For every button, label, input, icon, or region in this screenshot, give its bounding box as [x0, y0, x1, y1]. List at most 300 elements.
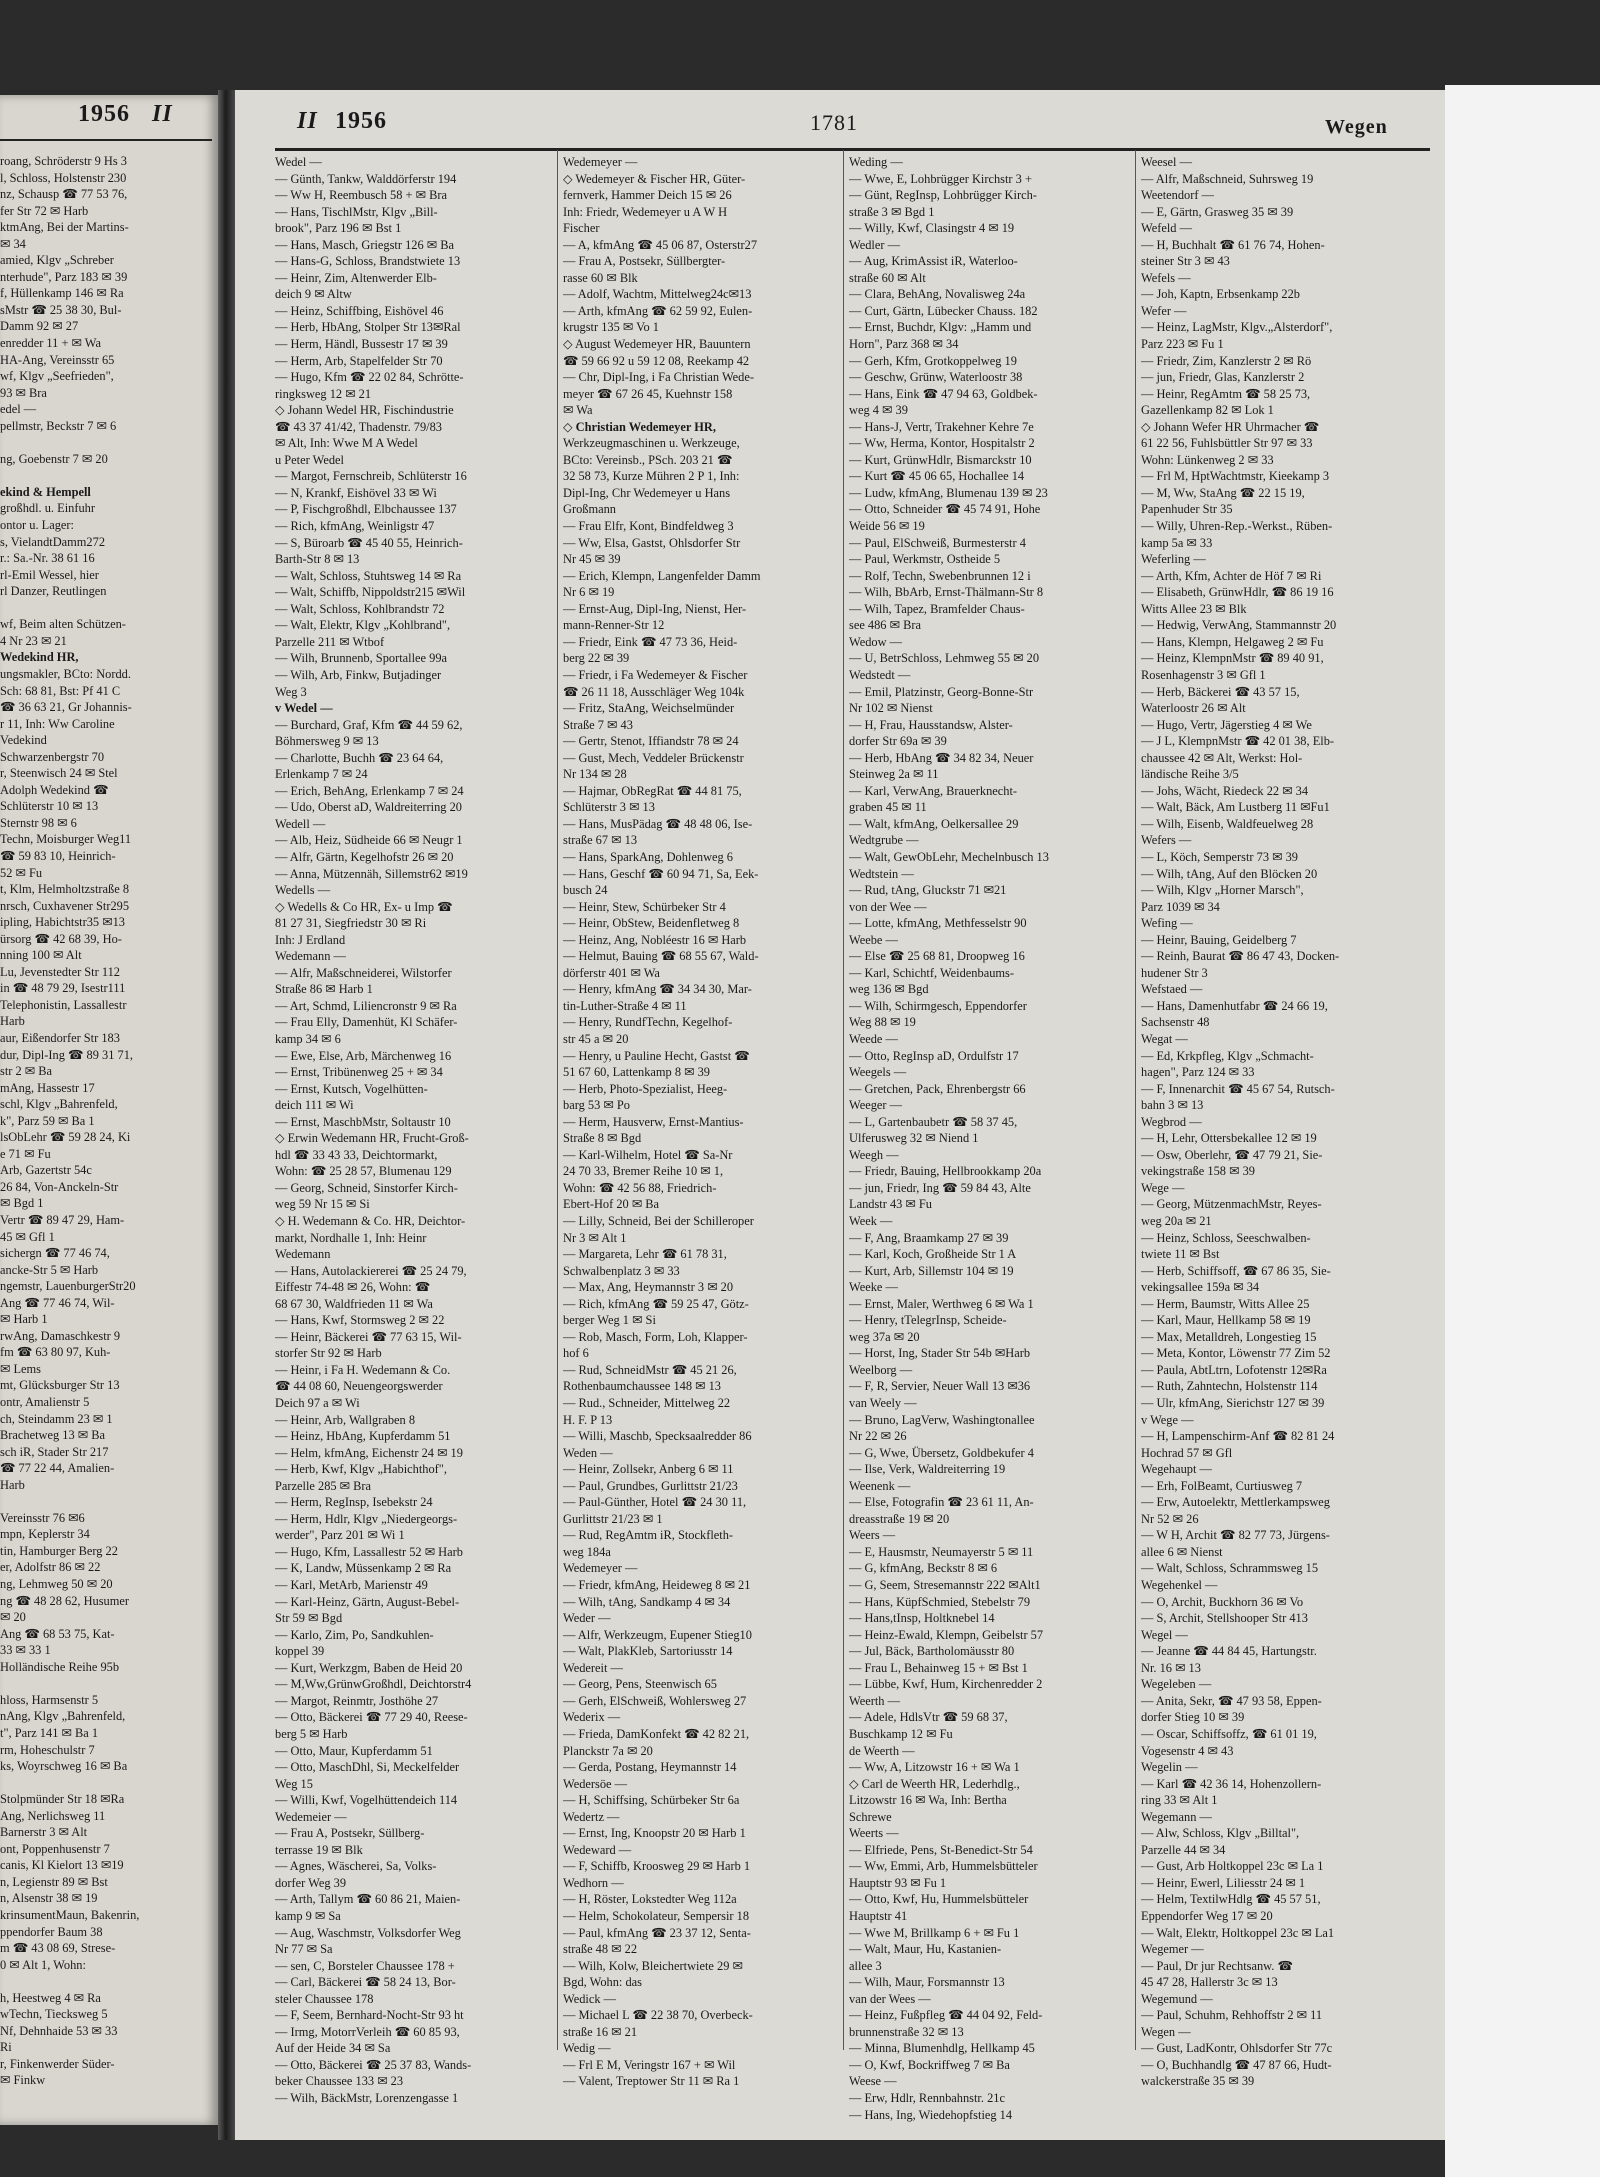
directory-entry-line: 68 67 30, Waldfrieden 11 ✉ Wa: [275, 1296, 433, 1311]
directory-entry-line: — Ilse, Verk, Waldreiterring 19: [849, 1462, 1006, 1477]
directory-entry-line: — jun, Friedr, Glas, Kanzlerstr 2: [1141, 370, 1305, 385]
directory-entry-line: — Wilh, BbArb, Ernst-Thälmann-Str 8: [849, 585, 1044, 600]
directory-entry-line: Brachetweg 13 ✉ Ba: [0, 1428, 105, 1443]
directory-entry-line: vekingstraße 158 ✉ 39: [1141, 1164, 1255, 1179]
directory-entry-line: — Ernst-Aug, Dipl-Ing, Nienst, Her-: [563, 601, 747, 616]
column-divider-3: [1135, 150, 1136, 2050]
directory-entry-line: — Paul, kfmAng ☎ 23 37 12, Senta-: [563, 1925, 751, 1940]
directory-entry-line: kamp 34 ✉ 6: [275, 1031, 341, 1046]
directory-entry-line: — H, Frau, Hausstandsw, Alster-: [849, 717, 1013, 732]
directory-entry-line: — Walt, Schloss, Kohlbrandstr 72: [275, 601, 445, 616]
directory-entry-line: Weeger —: [849, 1098, 903, 1113]
directory-entry-line: meyer ☎ 67 26 45, Kuehnstr 158: [563, 386, 733, 401]
directory-entry-line: hudener Str 3: [1141, 965, 1208, 980]
directory-entry-line: — Burchard, Graf, Kfm ☎ 44 59 62,: [275, 717, 463, 732]
directory-entry-line: ngemstr, LauenburgerStr20: [0, 1279, 136, 1294]
directory-entry-line: Nr 6 ✉ 19: [563, 585, 615, 600]
directory-entry-line: — Hugo, Kfm, Lassallestr 52 ✉ Harb: [275, 1544, 463, 1559]
directory-entry-line: ☎ 26 11 18, Ausschläger Weg 104k: [563, 684, 745, 699]
directory-entry-line: Wefers —: [1141, 833, 1192, 848]
directory-entry-line: Harb: [0, 1014, 25, 1029]
directory-entry-line: — Oscar, Schiffsoffz, ☎ 61 01 19,: [1141, 1726, 1317, 1741]
directory-entry-line: — Reinh, Baurat ☎ 86 47 43, Docken-: [1141, 949, 1340, 964]
directory-entry-line: Dipl-Ing, Chr Wedemeyer u Hans: [563, 485, 731, 500]
directory-entry-line: — Erich, Klempn, Langenfelder Damm: [563, 568, 761, 583]
directory-entry-line: — Wilh, Tapez, Bramfelder Chaus-: [849, 601, 1025, 616]
directory-entry-line: — Karlo, Zim, Po, Sandkuhlen-: [275, 1627, 434, 1642]
directory-entry-line: — Paul, Werkmstr, Ostheide 5: [849, 552, 1001, 567]
directory-entry-line: — Gerh, ElSchweiß, Wohlersweg 27: [563, 1693, 747, 1708]
directory-entry-line: — Henry, kfmAng ☎ 34 34 30, Mar-: [563, 982, 752, 997]
directory-entry-line: — Paul, ElSchweiß, Burmesterstr 4: [849, 535, 1026, 550]
directory-entry-line: — Friedr, kfmAng, Heideweg 8 ✉ 21: [563, 1578, 751, 1593]
directory-entry-line: e 71 ✉ Fu: [0, 1146, 51, 1161]
directory-entry-line: — Hedwig, VerwAng, Stammannstr 20: [1141, 618, 1337, 633]
directory-entry-line: Deich 97 a ✉ Wi: [275, 1396, 360, 1411]
scan-margin: [1445, 85, 1600, 2177]
directory-entry-line: ch, Steindamm 23 ✉ 1: [0, 1411, 113, 1426]
directory-entry-line: — jun, Friedr, Ing ☎ 59 84 43, Alte: [849, 1180, 1031, 1195]
column-divider-2: [843, 150, 844, 2050]
directory-entry-line: weg 184a: [563, 1544, 611, 1559]
directory-entry-line: ✉ Finkw: [0, 2073, 46, 2088]
directory-entry-line: 93 ✉ Bra: [0, 385, 47, 400]
directory-column-3: [849, 154, 1131, 2123]
directory-entry-line: Wedick —: [563, 1991, 617, 2006]
directory-entry-line: nterhude", Parz 183 ✉ 39: [0, 269, 128, 284]
directory-entry-line: — Ernst, Maler, Werthweg 6 ✉ Wa 1: [849, 1296, 1034, 1311]
directory-entry-line: — Chr, Dipl-Ing, i Fa Christian Wede-: [563, 370, 754, 385]
directory-entry-line: ◇ Wedells & Co HR, Ex- u Imp ☎: [275, 899, 453, 914]
directory-entry-line: Ri: [0, 2040, 12, 2055]
directory-entry-line: Wedhorn —: [563, 1875, 624, 1890]
directory-entry-line: — Herm, Baumstr, Witts Allee 25: [1141, 1296, 1310, 1311]
directory-entry-line: Lu, Jevenstedter Str 112: [0, 964, 120, 979]
directory-entry-line: — Heinz-Ewald, Klempn, Geibelstr 57: [849, 1627, 1044, 1642]
directory-entry-line: — Wilh, tAng, Auf den Blöcken 20: [1141, 866, 1318, 881]
directory-entry-line: Weden —: [563, 1445, 613, 1460]
directory-entry-line: HA-Ang, Vereinsstr 65: [0, 352, 115, 367]
directory-entry-line: Inh: Friedr, Wedemeyer u A W H: [563, 204, 728, 219]
directory-entry-line: — Karl, MetArb, Marienstr 49: [275, 1578, 428, 1593]
directory-entry-line: fm ☎ 63 80 97, Kuh-: [0, 1345, 111, 1360]
directory-entry-line: Wedereit —: [563, 1660, 623, 1675]
directory-entry-line: H. F. P 13: [563, 1412, 613, 1427]
directory-entry-line: — Alfr, Gärtn, Kegelhofstr 26 ✉ 20: [275, 849, 454, 864]
directory-entry-line: — Willy, Kwf, Clasingstr 4 ✉ 19: [849, 221, 1015, 236]
directory-entry-line: weg 37a ✉ 20: [849, 1329, 920, 1344]
directory-entry-line: — Anna, Mützennäh, Sillemstr62 ✉19: [275, 866, 468, 881]
directory-entry-line: — Erich, BehAng, Erlenkamp 7 ✉ 24: [275, 783, 464, 798]
directory-entry-line: — Gust, Arb Holtkoppel 23c ✉ La 1: [1141, 1859, 1324, 1874]
directory-entry-line: — J L, KlempnMstr ☎ 42 01 38, Elb-: [1141, 734, 1335, 749]
directory-entry-line: — U, BetrSchloss, Lehmweg 55 ✉ 20: [849, 651, 1040, 666]
directory-entry-line: Barnerstr 3 ✉ Alt: [0, 1825, 88, 1840]
directory-entry-line: — Bruno, LagVerw, Washingtonallee: [849, 1412, 1035, 1427]
directory-entry-line: [0, 467, 214, 484]
directory-entry-line: Vereinsstr 76 ✉6: [0, 1510, 85, 1525]
directory-entry-line: — Hans, Geschf ☎ 60 94 71, Sa, Eek-: [563, 866, 759, 881]
directory-entry-line: Großmann: [563, 502, 616, 517]
directory-entry-line: — Heinr, Zollsekr, Anberg 6 ✉ 11: [563, 1462, 734, 1477]
directory-entry-line: — Herm, Arb, Stapelfelder Str 70: [275, 353, 443, 368]
directory-entry-line: 61 22 56, Fuhlsbüttler Str 97 ✉ 33: [1141, 436, 1313, 451]
directory-entry-line: — Wilh, Arb, Finkw, Butjadinger: [275, 667, 442, 682]
directory-entry-line: l, Schloss, Holstenstr 230: [0, 170, 127, 185]
directory-entry-line: — Heinz, KlempnMstr ☎ 89 40 91,: [1141, 651, 1324, 666]
directory-entry-line: — Ed, Krkpfleg, Klgv „Schmacht-: [1141, 1048, 1314, 1063]
directory-entry-line: ◇ Johann Wefer HR Uhrmacher ☎: [1141, 419, 1320, 434]
directory-entry-line: r, Steenwisch 24 ✉ Stel: [0, 766, 118, 781]
book-gutter: [218, 90, 235, 2140]
directory-entry-line: — A, kfmAng ☎ 45 06 87, Osterstr27: [563, 237, 758, 252]
directory-entry-line: Wegen —: [1141, 2024, 1191, 2039]
directory-entry-line: — Georg, Schneid, Sinstorfer Kirch-: [275, 1180, 458, 1195]
directory-entry-line: — Hans, TischlMstr, Klgv „Bill-: [275, 204, 438, 219]
directory-entry-line: — Rud, RegAmtm iR, Stockfleth-: [563, 1528, 734, 1543]
directory-entry-line: — Max, Ang, Heymannstr 3 ✉ 20: [563, 1280, 734, 1295]
directory-entry-line: straße 60 ✉ Alt: [849, 270, 926, 285]
directory-entry-line: Str 59 ✉ Bgd: [275, 1611, 343, 1626]
directory-entry-line: — H, Lehr, Ottersbekallee 12 ✉ 19: [1141, 1131, 1317, 1146]
directory-entry-line: ring 33 ✉ Alt 1: [1141, 1793, 1218, 1808]
directory-entry-line: — Heinz, Fußpfleg ☎ 44 04 92, Feld-: [849, 2008, 1043, 2023]
directory-entry-line: — Paul, Dr jur Rechtsanw. ☎: [1141, 1958, 1293, 1973]
directory-entry-line: rwAng, Damaschkestr 9: [0, 1328, 121, 1343]
directory-entry-line: ◇ Carl de Weerth HR, Lederhdlg.,: [849, 1776, 1020, 1791]
directory-column-2: [563, 154, 839, 2090]
directory-entry-line: — Herb, Schiffsoff, ☎ 67 86 35, Sie-: [1141, 1263, 1331, 1278]
directory-entry-line: Hochrad 57 ✉ Gfl: [1141, 1445, 1233, 1460]
directory-entry-line: — Gust, Mech, Veddeler Brückenstr: [563, 750, 744, 765]
directory-entry-line: Sch: 68 81, Bst: Pf 41 C: [0, 683, 121, 698]
directory-entry-line: mAng, Hassestr 17: [0, 1080, 95, 1095]
directory-entry-line: — Kurt, GrünwHdlr, Bismarckstr 10: [849, 452, 1032, 467]
directory-entry-line: — Ww, A, Litzowstr 16 + ✉ Wa 1: [849, 1760, 1020, 1775]
directory-entry-line: fer Str 72 ✉ Harb: [0, 203, 89, 218]
directory-entry-line: Schwalbenplatz 3 ✉ 33: [563, 1263, 680, 1278]
directory-entry-line: ◇ August Wedemeyer HR, Bauuntern: [563, 337, 751, 352]
directory-entry-line: — Walt, Maur, Hu, Kastanien-: [849, 1942, 1002, 1957]
directory-entry-line: berger Weg 1 ✉ Si: [563, 1313, 656, 1328]
directory-entry-line: — Heinr, RegAmtm ☎ 58 25 73,: [1141, 386, 1311, 401]
directory-entry-line: brook", Parz 196 ✉ Bst 1: [275, 221, 402, 236]
directory-entry-line: Steinweg 2a ✉ 11: [849, 767, 939, 782]
directory-entry-line: weg 4 ✉ 39: [849, 403, 908, 418]
directory-entry-line: — Erw, Hdlr, Rennbahnstr. 21c: [849, 2090, 1005, 2105]
directory-entry-line: — Hans, SparkAng, Dohlenweg 6: [563, 849, 734, 864]
directory-entry-line: — Helm, TextilwHdlg ☎ 45 57 51,: [1141, 1892, 1321, 1907]
directory-entry-line: straße 48 ✉ 22: [563, 1942, 638, 1957]
directory-entry-line: roang, Schröderstr 9 Hs 3: [0, 154, 127, 168]
directory-entry-line: straße 3 ✉ Bgd 1: [849, 204, 935, 219]
directory-entry-line: — Lotte, kfmAng, Methfesselstr 90: [849, 916, 1027, 931]
directory-entry-line: Ang ☎ 68 53 75, Kat-: [0, 1626, 115, 1641]
directory-entry-line: 51 67 60, Lattenkamp 8 ✉ 39: [563, 1065, 710, 1080]
directory-entry-line: — Irmg, MotorrVerleih ☎ 60 85 93,: [275, 2024, 460, 2039]
directory-entry-line: [0, 1675, 214, 1692]
directory-entry-line: kamp 9 ✉ Sa: [275, 1908, 341, 1923]
directory-entry-line: aur, Eißendorfer Str 183: [0, 1030, 120, 1045]
directory-entry-line: — Ernst, Kutsch, Vogelhütten-: [275, 1081, 428, 1096]
directory-entry-line: ✉ Bgd 1: [0, 1196, 44, 1211]
directory-entry-line: ng ☎ 48 28 62, Husumer: [0, 1593, 130, 1608]
directory-entry-line: Böhmersweg 9 ✉ 13: [275, 734, 379, 749]
directory-entry-line: — Elfriede, Pens, St-Benedict-Str 54: [849, 1842, 1033, 1857]
directory-entry-line: rl Danzer, Reutlingen: [0, 584, 107, 599]
directory-entry-line: r.: Sa.-Nr. 38 61 16: [0, 551, 95, 566]
directory-entry-line: — Paul, Grundbes, Gurlittstr 21/23: [563, 1478, 738, 1493]
directory-entry-line: Harb: [0, 1477, 25, 1492]
directory-entry-line: — H, Röster, Lokstedter Weg 112a: [563, 1892, 737, 1907]
directory-entry-line: hdl ☎ 33 43 33, Deichtormarkt,: [275, 1147, 438, 1162]
directory-entry-line: — Karl, Koch, Großheide Str 1 A: [849, 1247, 1017, 1262]
directory-entry-line: — Friedr, i Fa Wedemeyer & Fischer: [563, 667, 748, 682]
directory-entry-line: Parzelle 285 ✉ Bra: [275, 1478, 372, 1493]
directory-entry-line: dörferstr 401 ✉ Wa: [563, 965, 660, 980]
directory-entry-line: — Rud, tAng, Gluckstr 71 ✉21: [849, 883, 1007, 898]
directory-entry-line: u Peter Wedel: [275, 452, 344, 467]
directory-entry-line: — Kurt, Arb, Sillemstr 104 ✉ 19: [849, 1263, 1014, 1278]
directory-entry-line: — Minna, Blumenhdlg, Hellkamp 45: [849, 2041, 1035, 2056]
directory-entry-line: markt, Nordhalle 1, Inh: Heinr: [275, 1230, 427, 1245]
directory-entry-line: Weder —: [563, 1611, 611, 1626]
directory-entry-line: Wohn: ☎ 25 28 57, Blumenau 129: [275, 1164, 452, 1179]
directory-entry-line: — Helm, kfmAng, Eichenstr 24 ✉ 19: [275, 1445, 463, 1460]
directory-entry-line: — F, Ang, Braamkamp 27 ✉ 39: [849, 1230, 1009, 1245]
directory-entry-line: — Wilh, tAng, Sandkamp 4 ✉ 34: [563, 1594, 731, 1609]
directory-entry-line: Telephonistin, Lassallestr: [0, 997, 127, 1012]
directory-entry-line: van Weely —: [849, 1396, 917, 1411]
directory-entry-line: — Heinz, Schiffbing, Eishövel 46: [275, 303, 444, 318]
directory-entry-line: — Ww, Emmi, Arb, Hummelsbütteler: [849, 1859, 1038, 1874]
directory-entry-line: ringksweg 12 ✉ 21: [275, 386, 372, 401]
directory-entry-line: sichergn ☎ 77 46 74,: [0, 1246, 110, 1261]
directory-entry-line: — Wilh, Schirmgesch, Eppendorfer: [849, 998, 1027, 1013]
directory-entry-line: t, Klm, Helmholtzstraße 8: [0, 882, 130, 897]
directory-entry-line: Damm 92 ✉ 27: [0, 319, 79, 334]
directory-entry-line: r, Finkenwerder Süder-: [0, 2056, 115, 2071]
column-divider-1: [557, 150, 558, 2050]
directory-entry-line: Wegelin —: [1141, 1760, 1198, 1775]
directory-entry-line: ☎ 59 66 92 u 59 12 08, Reekamp 42: [563, 353, 750, 368]
directory-entry-line: deich 9 ✉ Altw: [275, 287, 352, 302]
directory-entry-line: deich 111 ✉ Wi: [275, 1098, 354, 1113]
directory-entry-line: — sen, C, Borsteler Chaussee 178 +: [275, 1958, 455, 1973]
directory-entry-line: ✉ Lems: [0, 1361, 42, 1376]
directory-entry-line: — L, Gartenbaubetr ☎ 58 37 45,: [849, 1114, 1018, 1129]
directory-entry-line: — Meta, Kontor, Löwenstr 77 Zim 52: [1141, 1346, 1331, 1361]
directory-entry-line: nrsch, Cuxhavener Str295: [0, 898, 130, 913]
directory-entry-line: ländische Reihe 3/5: [1141, 767, 1239, 782]
directory-entry-line: — Hans, Kwf, Stormsweg 2 ✉ 22: [275, 1313, 445, 1328]
directory-entry-line: — S, Archit, Stellshooper Str 413: [1141, 1611, 1308, 1626]
directory-entry-line: weg 59 Nr 15 ✉ Si: [275, 1197, 370, 1212]
directory-entry-line: — Heinz, Ang, Nobléestr 16 ✉ Harb: [563, 932, 747, 947]
directory-entry-line: graben 45 ✉ 11: [849, 800, 927, 815]
directory-entry-line: Wegemann —: [1141, 1809, 1212, 1824]
directory-entry-line: — Frau Elfr, Kont, Bindfeldweg 3: [563, 519, 734, 534]
directory-entry-line: — Herb, Bäckerei ☎ 43 57 15,: [1141, 684, 1300, 699]
directory-entry-line: 81 27 31, Siegfriedstr 30 ✉ Ri: [275, 916, 427, 931]
directory-entry-line: — Heinr, Ewerl, Liliesstr 24 ✉ 1: [1141, 1875, 1306, 1890]
directory-entry-line: — Karl-Wilhelm, Hotel ☎ Sa-Nr: [563, 1147, 733, 1162]
directory-entry-line: twiete 11 ✉ Bst: [1141, 1247, 1220, 1262]
directory-entry-line: Wederix —: [563, 1710, 621, 1725]
directory-entry-line: Wefstaed —: [1141, 982, 1203, 997]
directory-entry-line: Witts Allee 23 ✉ Blk: [1141, 601, 1247, 616]
directory-entry-line: — Ww H, Reembusch 58 + ✉ Bra: [275, 188, 447, 203]
directory-entry-line: dreasstraße 19 ✉ 20: [849, 1511, 950, 1526]
directory-entry-line: — Alfr, Maßschneid, Suhrsweg 19: [1141, 171, 1314, 186]
directory-entry-line: ontor u. Lager:: [0, 518, 74, 533]
directory-entry-line: Schwarzenbergstr 70: [0, 749, 105, 764]
directory-entry-line: — Willi, Kwf, Vogelhüttendeich 114: [275, 1793, 458, 1808]
directory-entry-line: — Otto, Maur, Kupferdamm 51: [275, 1743, 433, 1758]
directory-entry-line: krinsumentMaun, Bakenrin,: [0, 1907, 140, 1922]
directory-entry-line: Wedersöe —: [563, 1776, 628, 1791]
directory-entry-line: Wegehaupt —: [1141, 1462, 1212, 1477]
directory-entry-line: — Hugo, Kfm ☎ 22 02 84, Schrötte-: [275, 370, 464, 385]
directory-entry-line: — Heinr, Bäckerei ☎ 77 63 15, Wil-: [275, 1329, 462, 1344]
directory-entry-line: ng, Goebenstr 7 ✉ 20: [0, 451, 108, 466]
directory-entry-line: Wohn: Lünkenweg 2 ✉ 33: [1141, 452, 1274, 467]
directory-entry-line: Nr 102 ✉ Nienst: [849, 701, 933, 716]
directory-entry-line: ◇ H. Wedemann & Co. HR, Deichtor-: [275, 1214, 466, 1228]
directory-entry-line: ◇ Christian Wedemeyer HR,: [563, 419, 716, 434]
directory-entry-line: — Hugo, Vertr, Jägerstieg 4 ✉ We: [1141, 717, 1312, 732]
directory-entry-line: — Rich, kfmAng ☎ 59 25 47, Götz-: [563, 1296, 749, 1311]
directory-entry-line: Wegehenkel —: [1141, 1578, 1218, 1593]
directory-entry-line: Nr. 16 ✉ 13: [1141, 1660, 1201, 1675]
directory-entry-line: Wedstedt —: [849, 667, 911, 682]
directory-entry-line: — Ludw, kfmAng, Blumenau 139 ✉ 23: [849, 485, 1048, 500]
directory-entry-line: mt, Glücksburger Str 13: [0, 1378, 120, 1393]
directory-entry-line: rasse 60 ✉ Blk: [563, 270, 638, 285]
directory-entry-line: Wedells —: [275, 883, 331, 898]
directory-entry-line: hloss, Harmsenstr 5: [0, 1692, 99, 1707]
directory-entry-line: — N, Krankf, Eishövel 33 ✉ Wi: [275, 485, 437, 500]
directory-entry-line: — Wilh, Brunnenb, Sportallee 99a: [275, 651, 448, 666]
directory-entry-line: — Heinz, HbAng, Kupferdamm 51: [275, 1429, 451, 1444]
directory-entry-line: Wegemund —: [1141, 1991, 1213, 2006]
directory-entry-line: — Heinr, Stew, Schürbeker Str 4: [563, 899, 726, 914]
directory-entry-line: enredder 11 + ✉ Wa: [0, 336, 102, 351]
directory-entry-line: Weegh —: [849, 1147, 899, 1162]
directory-entry-line: Weerth —: [849, 1693, 900, 1708]
directory-entry-line: Week —: [849, 1214, 893, 1228]
directory-entry-line: — F, R, Servier, Neuer Wall 13 ✉36: [849, 1379, 1031, 1394]
directory-entry-line: ürsorg ☎ 42 68 39, Ho-: [0, 931, 122, 946]
directory-entry-line: — Otto, Kwf, Hu, Hummelsbütteler: [849, 1892, 1029, 1907]
directory-entry-line: — Ww, Elsa, Gastst, Ohlsdorfer Str: [563, 535, 741, 550]
right-page: [235, 90, 1445, 2140]
directory-entry-line: — Wwe, E, Lohbrügger Kirchstr 3 +: [849, 171, 1032, 186]
directory-entry-line: — Agnes, Wäscherei, Sa, Volks-: [275, 1859, 437, 1874]
directory-entry-line: canis, Kl Kielort 13 ✉19: [0, 1858, 124, 1873]
directory-entry-line: Wedtstein —: [849, 866, 914, 881]
directory-entry-line: wf, Beim alten Schützen-: [0, 617, 126, 632]
directory-entry-line: schl, Klgv „Bahrenfeld,: [0, 1097, 118, 1112]
directory-entry-line: edel —: [0, 402, 37, 417]
directory-entry-line: Wedow —: [849, 634, 903, 649]
directory-entry-line: — O, Archit, Buckhorn 36 ✉ Vo: [1141, 1594, 1304, 1609]
directory-entry-line: ng, Lehmweg 50 ✉ 20: [0, 1577, 113, 1592]
directory-entry-line: krugstr 135 ✉ Vo 1: [563, 320, 659, 335]
directory-entry-line: — Paula, AbtLtrn, Lofotenstr 12✉Ra: [1141, 1362, 1327, 1377]
directory-entry-line: — Alw, Schloss, Klgv „Billtal",: [1141, 1826, 1300, 1841]
directory-entry-line: — Heinr, i Fa H. Wedemann & Co.: [275, 1362, 451, 1377]
directory-entry-line: dorfer Str 69a ✉ 39: [849, 734, 947, 749]
directory-entry-line: Hauptstr 41: [849, 1908, 908, 1923]
directory-entry-line: Sternstr 98 ✉ 6: [0, 815, 77, 830]
directory-entry-line: — O, Kwf, Bockriffweg 7 ✉ Ba: [849, 2057, 1010, 2072]
directory-entry-line: — Frl M, HptWachtmstr, Kieekamp 3: [1141, 469, 1330, 484]
directory-entry-line: Stolpmünder Str 18 ✉Ra: [0, 1792, 125, 1807]
directory-entry-line: Rosenhagenstr 3 ✉ Gfl 1: [1141, 667, 1266, 682]
directory-entry-line: — G, Seem, Stresemannstr 222 ✉Alt1: [849, 1578, 1041, 1593]
directory-entry-line: steiner Str 3 ✉ 43: [1141, 254, 1230, 269]
directory-entry-line: m ☎ 43 08 69, Strese-: [0, 1941, 116, 1956]
directory-entry-line: — Anita, Sekr, ☎ 47 93 58, Eppen-: [1141, 1693, 1322, 1708]
directory-entry-line: Wefer —: [1141, 303, 1187, 318]
directory-entry-line: — Alfr, Werkzeugm, Eupener Stieg10: [563, 1627, 752, 1642]
directory-entry-line: — Udo, Oberst aD, Waldreiterring 20: [275, 800, 462, 815]
directory-entry-line: — Carl, Bäckerei ☎ 58 24 13, Bor-: [275, 1975, 456, 1990]
directory-entry-line: — Karl, Schichtf, Weidenbaums-: [849, 965, 1014, 980]
directory-entry-line: — Ruth, Zahntechn, Holstenstr 114: [1141, 1379, 1318, 1394]
directory-entry-line: — Walt, Elektr, Klgv „Kohlbrand",: [275, 618, 451, 633]
directory-entry-line: Vertr ☎ 89 47 29, Ham-: [0, 1213, 125, 1227]
directory-entry-line: Weese —: [849, 2074, 897, 2089]
directory-entry-line: — Günth, Tankw, Walddörferstr 194: [275, 171, 457, 186]
directory-entry-line: — Walt, Elektr, Holtkoppel 23c ✉ La1: [1141, 1925, 1335, 1940]
directory-entry-line: Eiffestr 74-48 ✉ 26, Wohn: ☎: [275, 1280, 431, 1295]
directory-entry-line: — Hans, Autolackiererei ☎ 25 24 79,: [275, 1263, 467, 1278]
directory-entry-line: — Jul, Bäck, Bartholomäusstr 80: [849, 1644, 1015, 1659]
directory-entry-line: Ulferusweg 32 ✉ Niend 1: [849, 1131, 979, 1146]
directory-entry-line: Wefing —: [1141, 916, 1193, 931]
directory-entry-line: ✉ Wa: [563, 403, 593, 418]
directory-entry-line: Parz 1039 ✉ 34: [1141, 899, 1220, 914]
directory-entry-line: ont, Poppenhusenstr 7: [0, 1841, 110, 1856]
directory-entry-line: bahn 3 ✉ 13: [1141, 1098, 1204, 1113]
directory-entry-line: — Georg, MützenmachMstr, Reyes-: [1141, 1197, 1322, 1212]
directory-entry-line: Wegbrod —: [1141, 1114, 1202, 1129]
directory-entry-line: — Ernst, Buchdr, Klgv: „Hamm und: [849, 320, 1032, 335]
directory-column-4: [1141, 154, 1435, 2090]
directory-entry-line: ekind & Hempell: [0, 484, 91, 499]
directory-entry-line: — Otto, MaschDhl, Si, Meckelfelder: [275, 1760, 460, 1775]
directory-entry-line: nning 100 ✉ Alt: [0, 948, 82, 963]
directory-entry-line: — Friedr, Bauing, Hellbrookkamp 20a: [849, 1164, 1042, 1179]
directory-entry-line: — Art, Schmd, Liliencronstr 9 ✉ Ra: [275, 998, 457, 1013]
directory-entry-line: koppel 39: [275, 1644, 325, 1659]
directory-entry-line: Parzelle 44 ✉ 34: [1141, 1842, 1226, 1857]
directory-entry-line: — E, Gärtn, Grasweg 35 ✉ 39: [1141, 204, 1294, 219]
directory-entry-line: Weebe —: [849, 932, 898, 947]
directory-entry-line: — F, Seem, Bernhard-Nocht-Str 93 ht: [275, 2008, 464, 2023]
directory-entry-line: mpn, Keplerstr 34: [0, 1527, 90, 1542]
directory-entry-line: Weferling —: [1141, 552, 1206, 567]
directory-entry-line: — Otto, RegInsp aD, Ordulfstr 17: [849, 1048, 1019, 1063]
directory-entry-line: — Otto, Bäckerei ☎ 77 29 40, Reese-: [275, 1710, 468, 1725]
directory-entry-line: — Fritz, StaAng, Weichselmünder: [563, 701, 735, 716]
directory-entry-line: — Erh, FolBeamt, Curtiusweg 7: [1141, 1478, 1303, 1493]
directory-entry-line: — Arth, Tallym ☎ 60 86 21, Maien-: [275, 1892, 461, 1907]
directory-entry-line: storfer Str 92 ✉ Harb: [275, 1346, 382, 1361]
directory-entry-line: Wedemeier —: [275, 1809, 347, 1824]
